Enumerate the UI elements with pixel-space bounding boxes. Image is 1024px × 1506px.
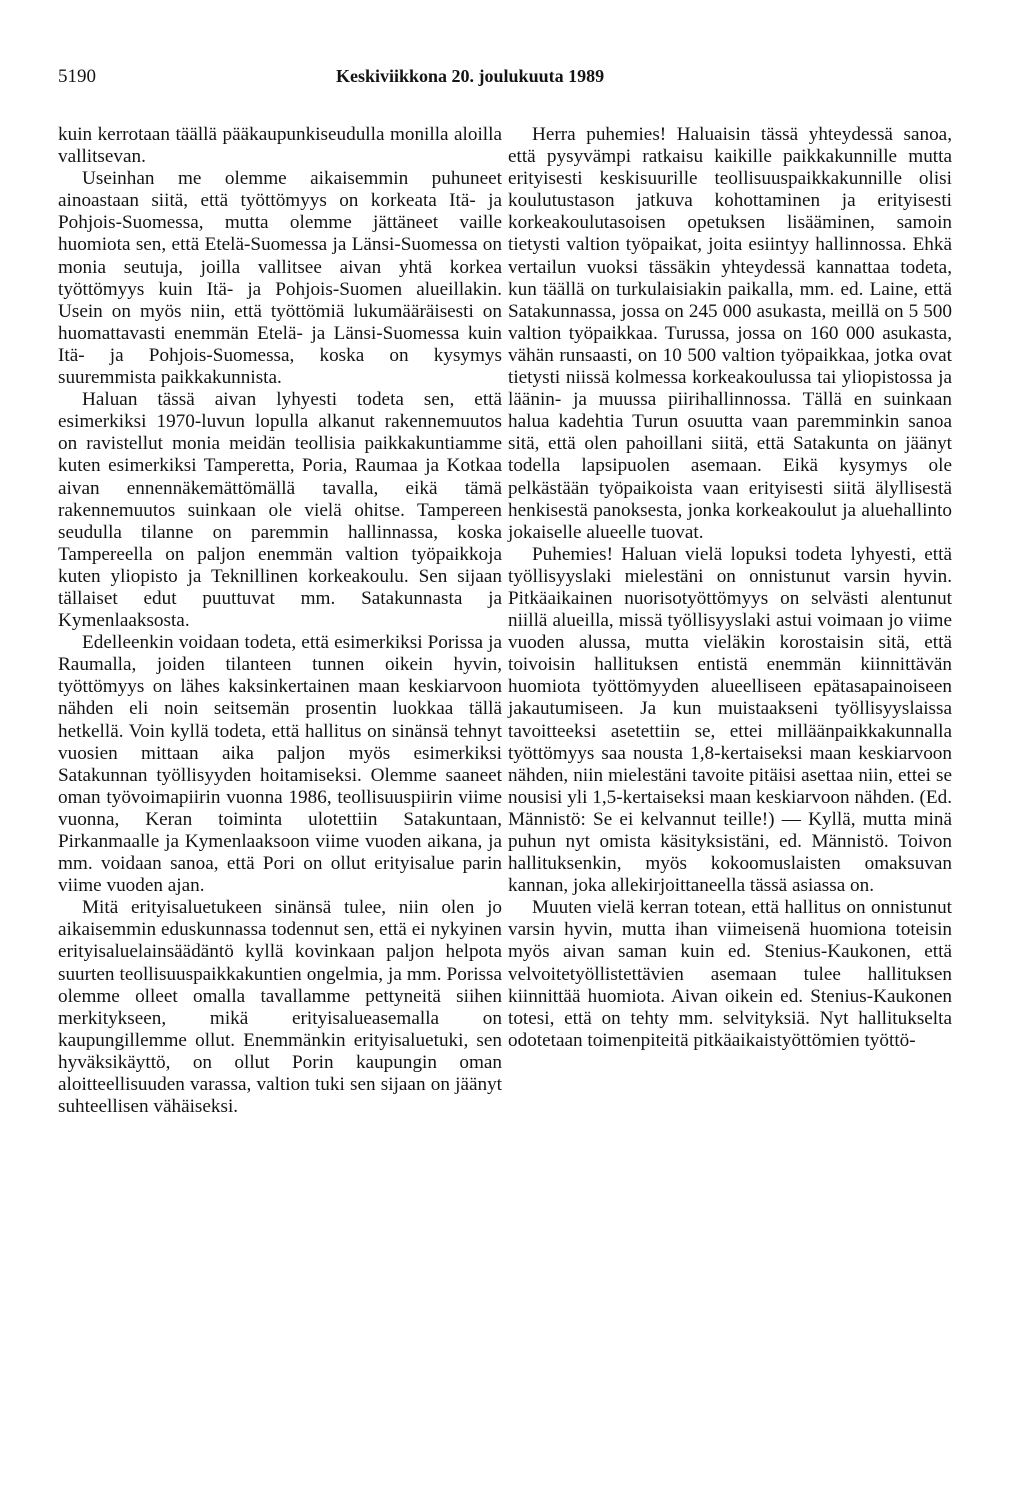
right-column <box>508 124 952 1052</box>
left-column <box>58 124 502 1118</box>
left-paragraph-4: Edelleenkin voidaan todeta, että esimerkiksi Porissa ja Raumalla, joiden tilanteen tunnen oikein hyvin, työttömyys on lähes kaksinkertainen maan keskiarvoon nähden eli noin seitsemän prosentin luokkaa tällä hetkellä. Voin kyllä todeta, että hallitus on sinänsä tehnyt vuosien mittaan aika paljon myös esimerkiksi Satakunnan työllisyyden hoitamiseksi. Olemme saaneet oman työvoimapiirin vuonna 1986, teollisuuspiirin viime vuonna, Keran toiminta ulotettiin Satakuntaan, Pirkanmaalle ja Kymenlaaksoon viime vuoden aikana, ja mm. voidaan sanoa, että Pori on ollut erityisalue parin viime vuoden ajan. <box>58 632 502 897</box>
right-paragraph-2: Puhemies! Haluan vielä lopuksi todeta lyhyesti, että työllisyyslaki mielestäni on onnistunut varsin hyvin. Pitkäaikainen nuorisotyöttömyys on selvästi alentunut niillä alueilla, missä työllisyyslaki astui voimaan jo viime vuoden alussa, mutta vieläkin korostaisin sitä, että toivoisin hallituksen entistä enemmän kiinnittävän huomiota työttömyyden alueelliseen epätasapainoiseen jakautumiseen. Ja kun muistaakseni työllisyyslaissa tavoitteeksi asetettiin se, ettei milläänpaikkakunnalla työttömyys saa nousta 1,8-kertaiseksi maan keskiarvoon nähden, niin mielestäni tavoite pitäisi asettaa niin, ettei se nousisi yli 1,5-kertaiseksi maan keskiarvoon nähden. (Ed. Männistö: Se ei kelvannut teille!) — Kyllä, mutta minä puhun nyt omista käsityksistäni, ed. Männistö. Toivon hallituksenkin, myös kokoomuslaisten omaksuvan kannan, joka allekirjoittaneella tässä asiassa on. <box>508 543 952 897</box>
right-paragraph-3: Muuten vielä kerran totean, että hallitus on onnistunut varsin hyvin, mutta ihan viimeisenä huomiona toteisin myös aivan saman kuin ed. Stenius-Kaukonen, että velvoitetyöllistettävien asemaan tulee hallituksen kiinnittää huomiota. Aivan oikein ed. Stenius-Kaukonen totesi, että on tehty mm. selvityksiä. Nyt hallitukselta odotetaan toimenpiteitä pitkäaikaistyöttömien työttö- <box>508 897 952 1051</box>
header-date: Keskiviikkona 20. joulukuuta 1989 <box>336 66 605 86</box>
page-header <box>58 66 968 92</box>
left-paragraph-5: Mitä erityisaluetukeen sinänsä tulee, niin olen jo aikaisemmin eduskunnassa todennut sen, että ei nykyinen erityisaluelainsäädäntö kyllä kovinkaan paljon helpota suurten teollisuuspaikkakuntien ongelmia, ja mm. Porissa olemme olleet omalla tavallamme pettyneitä siihen merkitykseen, mikä erityisalueasemalla on kaupungillemme ollut. Enemmänkin erityisaluetuki, sen hyväksikäyttö, on ollut Porin kaupungin oman aloitteellisuuden varassa, valtion tuki sen sijaan on jäänyt suhteellisen vähäiseksi. <box>58 897 502 1118</box>
left-paragraph-3: Haluan tässä aivan lyhyesti todeta sen, että esimerkiksi 1970-luvun lopulla alkanut rakennemuutos on ravistellut monia meidän teollisia paikkakuntiamme kuten esimerkiksi Tamperetta, Poria, Raumaa ja Kotkaa aivan ennennäkemättömällä tavalla, eikä tämä rakennemuutos suinkaan ole vielä ohitse. Tampereen seudulla tilanne on paremmin hallinnassa, koska Tampereella on paljon enemmän valtion työpaikkoja kuten yliopisto ja Teknillinen korkeakoulu. Sen sijaan tällaiset edut puuttuvat mm. Satakunnasta ja Kymenlaaksosta. <box>58 389 502 632</box>
left-paragraph-1: kuin kerrotaan täällä pääkaupunkiseudulla monilla aloilla vallitsevan. <box>58 124 502 168</box>
right-paragraph-1: Herra puhemies! Haluaisin tässä yhteydessä sanoa, että pysyvämpi ratkaisu kaikille paikkakunnille mutta erityisesti keskisuurille teollisuuspaikkakunnille olisi koulutustason jatkuva kohottaminen ja erityisesti korkeakoulutasoisen opetuksen lisääminen, samoin tietysti valtion työpaikat, joita esiintyy hallinnossa. Ehkä vertailun vuoksi tässäkin yhteydessä kannattaa todeta, kun täällä on turkulaisiakin paikalla, mm. ed. Laine, että Satakunnassa, jossa on 245 000 asukasta, meillä on 5 500 valtion työpaikkaa. Turussa, jossa on 160 000 asukasta, vähän runsaasti, on 10 500 valtion työpaikkaa, jotka ovat tietysti niissä kolmessa korkeakoulussa tai yliopistossa ja läänin- ja muussa piirihallinnossa. Tällä en suinkaan halua kadehtia Turun osuutta vaan paremminkin sanoa sitä, että olen pahoillani siitä, että Satakunta on jäänyt todella lapsipuolen asemaan. Eikä kysymys ole pelkästään työpaikoista vaan erityisesti siitä älyllisestä henkisestä panoksesta, jonka korkeakoulut ja aluehallinto jokaiselle alueelle tuovat. <box>508 124 952 543</box>
page-number: 5190 <box>58 66 96 87</box>
left-paragraph-2: Useinhan me olemme aikaisemmin puhuneet ainoastaan siitä, että työttömyys on korkeata Itä- ja Pohjois-Suomessa, mutta olemme jättäneet vaille huomiota sen, että Etelä-Suomessa ja Länsi-Suomessa on monia seutuja, joilla vallitsee aivan yhtä korkea työttömyys kuin Itä- ja Pohjois-Suomen alueillakin. Usein on myös niin, että työttömiä lukumääräisesti on huomattavasti enemmän Etelä- ja Länsi-Suomessa kuin Itä- ja Pohjois-Suomessa, koska on kysymys suuremmista paikkakunnista. <box>58 168 502 389</box>
